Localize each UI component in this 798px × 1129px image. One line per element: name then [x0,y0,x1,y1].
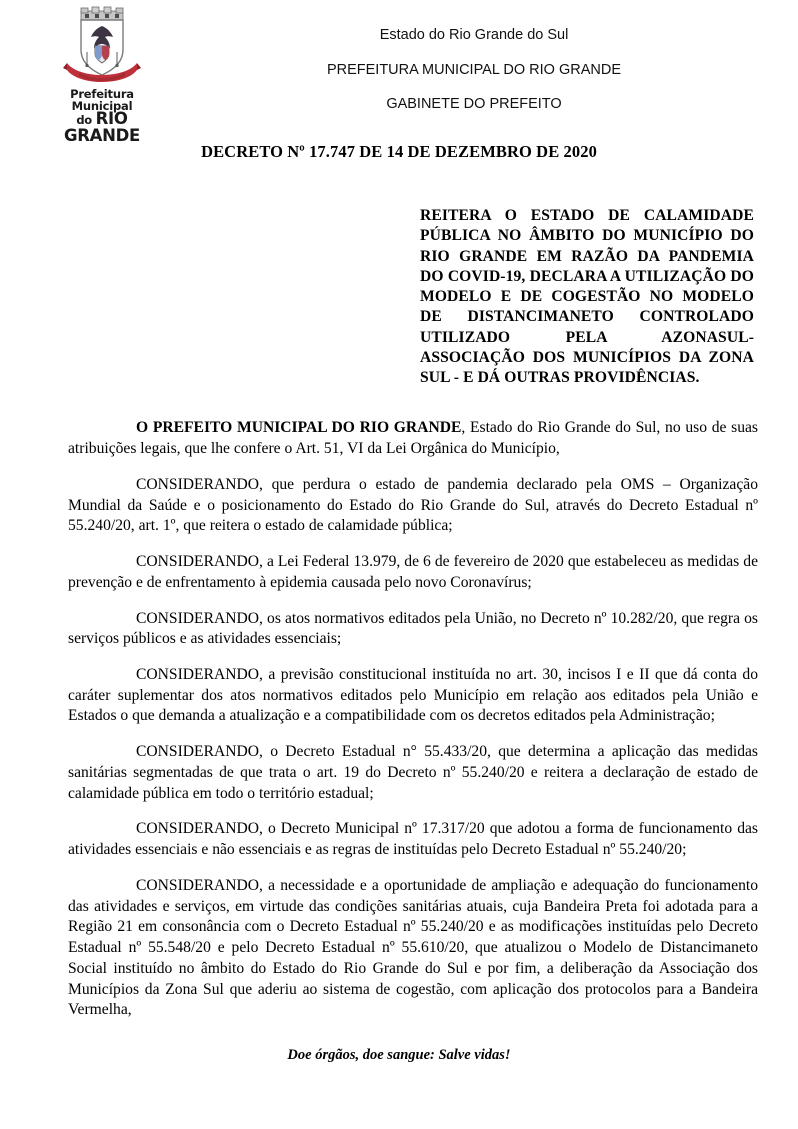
logo-wordmark-city: RIO GRANDE [64,109,140,145]
decree-body [68,418,758,1021]
logo-wordmark-prefix: do [76,113,96,127]
considerando-paragraph: CONSIDERANDO, o Decreto Estadual n° 55.433/20, que determina a aplicação das medidas sanitárias segmentadas de que trata o art. 19 do Decreto nº 55.240/20 e reitera a declaração de estado de calamidade pública em todo o território estadual; [68,743,758,802]
considerando-paragraph: CONSIDERANDO, que perdura o estado de pandemia declarado pela OMS – Organização Mundial da Saúde e o posicionamento do Estado do Rio Grande do Sul, através do Decreto Estadual nº 55.240/20, art. 1º, que reitera o estado de calamidade pública; [68,475,758,535]
header-state-line: Estado do Rio Grande do Sul [379,27,569,43]
municipality-logo [38,6,166,144]
logo-wordmark [38,89,166,144]
header-office-line: GABINETE DO PREFEITO [386,96,562,112]
preamble-rest: , Estado do Rio Grande do Sul, no uso de suas atribuições legais, que lhe confere o Art. 51, VI da Lei Orgânica do Município, [68,419,758,458]
logo-wordmark-line1: Prefeitura Municipal [70,87,134,113]
rio-grande-coat-of-arms-icon [59,6,145,88]
footer-slogan: Doe órgãos, doe sangue: Salve vidas! [287,1047,511,1063]
document-header [0,0,798,145]
decree-ementa: REITERA O ESTADO DE CALAMIDADE PÚBLICA NO ÂMBITO DO MUNICÍPIO DO RIO GRANDE EM RAZÃO DA PANDEMIA DO COVID-19, DECLARA A UTILIZAÇÃO DO MODELO E DE COGESTÃO NO MODELO DE DISTANCIMANETO CONTROLADO UTILIZADO PELA AZONASUL- ASSOCIAÇÃO DOS MUNICÍPIOS DA ZONA SUL - E DÁ OUTRAS PROVIDÊNCIAS. [420,207,754,387]
considerando-paragraph: CONSIDERANDO, o Decreto Municipal nº 17.317/20 que adotou a forma de funcionamento das atividades essenciais e não essenciais e as regras de instituídas pelo Decreto Estadual nº 55.240/20; [68,820,758,859]
considerando-paragraph: CONSIDERANDO, a necessidade e a oportunidade de ampliação e adequação do funcionamento das atividades e serviços, em virtude das condições sanitárias atuais, cuja Bandeira Preta foi adotada para a Região 21 em consonância com o Decreto Estadual nº 55.240/20 e as modificações instituídas pelo Decreto Estadual nº 55.548/20 e pelo Decreto Estadual nº 55.610/20, que atualizou o Modelo de Distancimaneto Social instituído no âmbito do Estado do Rio Grande do Sul e por fim, a deliberação da Associação dos Municípios da Zona Sul que aderiu ao sistema de cogestão, com aplicação dos protocolos para a Bandeira Vermelha, [68,876,758,1019]
decree-title: DECRETO Nº 17.747 DE 14 DE DEZEMBRO DE 2020 [201,142,597,161]
considerando-paragraph: CONSIDERANDO, a previsão constitucional instituída no art. 30, incisos I e II que dá conta do caráter suplementar dos atos normativos editados pelo Município em relação aos editados pela União e Estados o que demanda a atualização e a compatibilidade com os decretos editados pela Administração; [68,666,758,725]
header-titles [190,28,758,132]
preamble-paragraph [68,418,758,459]
logo-wordmark-line2 [38,111,166,144]
considerando-paragraph: CONSIDERANDO, os atos normativos editados pela União, no Decreto nº 10.282/20, que regra os serviços públicos e as atividades essenciais; [68,609,758,648]
preamble-bold-lead: O PREFEITO MUNICIPAL DO RIO GRANDE [136,419,462,437]
header-city-hall-line: PREFEITURA MUNICIPAL DO RIO GRANDE [326,61,622,78]
considerando-paragraph: CONSIDERANDO, a Lei Federal 13.979, de 6 de fevereiro de 2020 que estabeleceu as medidas de prevenção e de enfrentamento à epidemia causada pelo novo Coronavírus; [68,553,758,591]
